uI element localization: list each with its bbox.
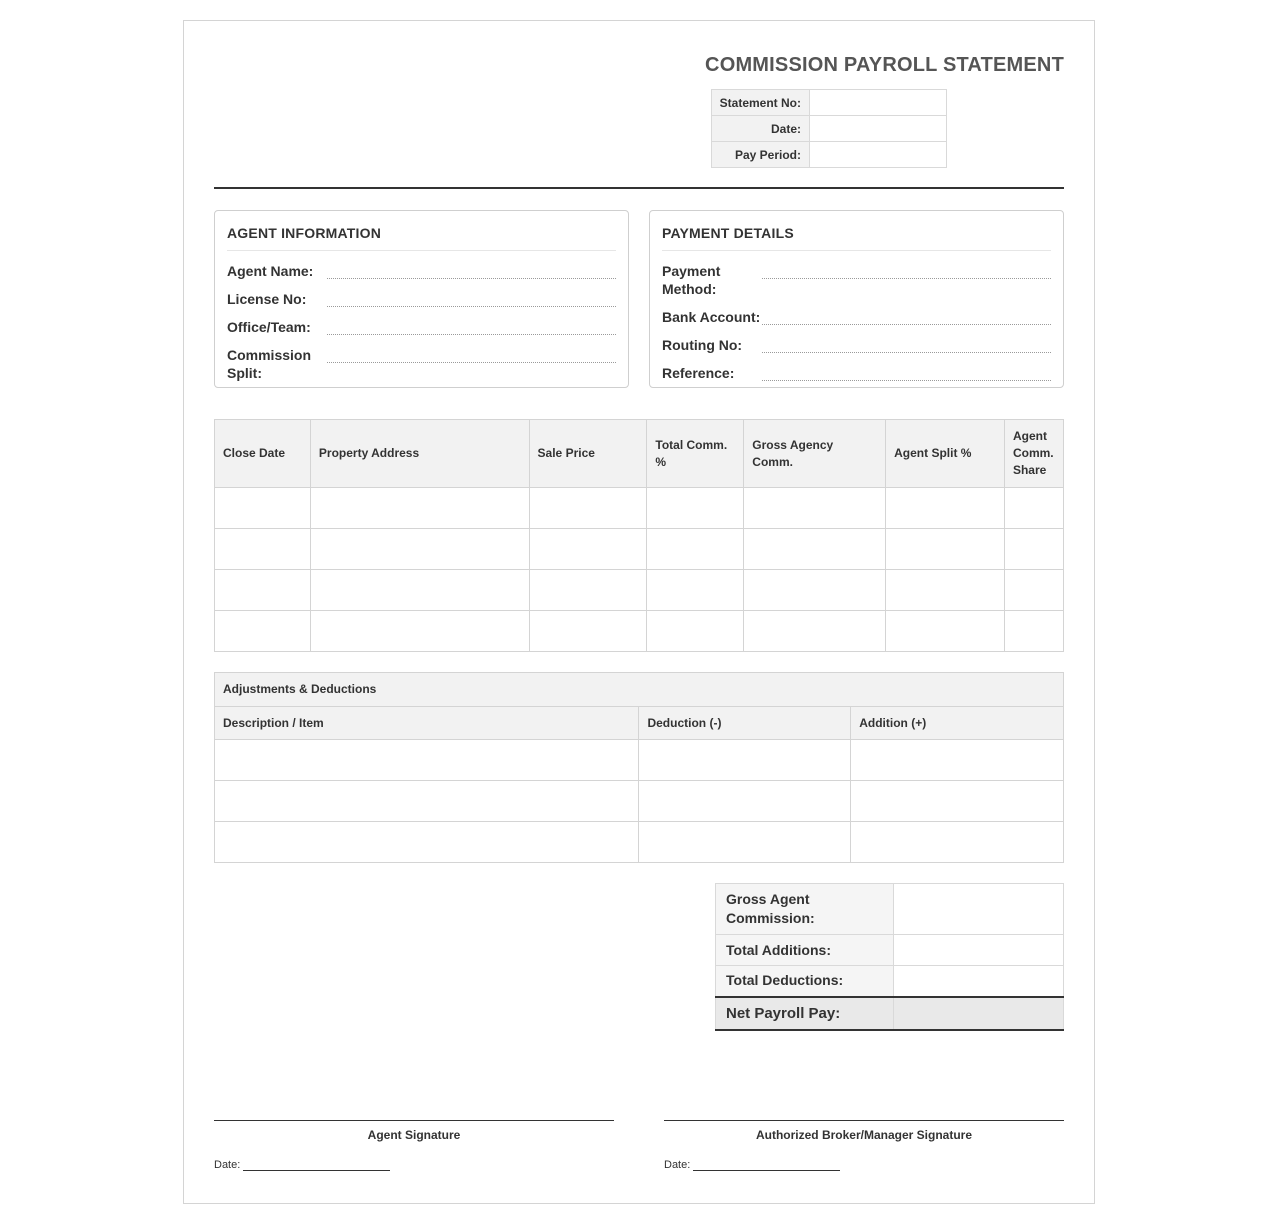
table-cell[interactable]	[529, 488, 647, 529]
statement-no-label: Statement No:	[712, 90, 810, 116]
table-cell[interactable]	[647, 570, 744, 611]
table-cell[interactable]	[851, 822, 1064, 863]
table-row	[215, 740, 1064, 781]
column-header: Close Date	[215, 420, 311, 488]
transactions-table	[214, 419, 1064, 652]
total-additions-value[interactable]	[894, 935, 1064, 966]
payment-details-title: PAYMENT DETAILS	[662, 211, 1051, 251]
reference-row	[662, 364, 1051, 382]
bank-account-label: Bank Account:	[662, 309, 761, 325]
license-no-label: License No:	[227, 291, 307, 307]
table-cell[interactable]	[886, 529, 1005, 570]
table-cell[interactable]	[639, 781, 851, 822]
table-row	[215, 570, 1064, 611]
total-deductions-row	[716, 966, 1064, 997]
total-deductions-value[interactable]	[894, 966, 1064, 997]
document-title: COMMISSION PAYROLL STATEMENT	[705, 54, 1064, 76]
column-header: Gross Agency Comm.	[744, 420, 886, 488]
routing-no-label: Routing No:	[662, 337, 743, 353]
table-cell[interactable]	[647, 611, 744, 652]
broker-date-field[interactable]	[693, 1161, 840, 1171]
agent-signature-date	[214, 1159, 614, 1171]
payment-details-box	[649, 210, 1064, 388]
table-cell[interactable]	[639, 740, 851, 781]
table-cell[interactable]	[215, 740, 639, 781]
table-cell[interactable]	[886, 570, 1005, 611]
payment-method-field[interactable]	[762, 262, 1051, 279]
agent-signature-label: Agent Signature	[367, 1128, 461, 1142]
payment-method-row	[662, 262, 1051, 298]
net-payroll-row	[716, 997, 1064, 1030]
table-row	[215, 529, 1064, 570]
column-header: Addition (+)	[851, 707, 1064, 740]
header-divider	[214, 187, 1064, 189]
column-header: Property Address	[310, 420, 529, 488]
agent-name-label: Agent Name:	[227, 263, 314, 279]
table-row	[215, 488, 1064, 529]
table-cell[interactable]	[744, 488, 886, 529]
totals-table	[715, 883, 1064, 1031]
pay-period-label: Pay Period:	[712, 142, 810, 168]
license-no-row	[227, 290, 616, 308]
meta-row	[712, 116, 947, 142]
gross-commission-label: Gross Agent Commission:	[716, 884, 894, 935]
routing-no-field[interactable]	[762, 336, 1051, 353]
office-team-label: Office/Team:	[227, 319, 311, 335]
broker-signature-line[interactable]	[664, 1120, 1064, 1121]
agent-signature-line[interactable]	[214, 1120, 614, 1121]
table-row	[215, 781, 1064, 822]
table-cell[interactable]	[215, 529, 311, 570]
table-cell[interactable]	[744, 570, 886, 611]
pay-period-value[interactable]	[810, 142, 947, 168]
commission-split-field[interactable]	[327, 346, 616, 363]
statement-meta-table	[711, 89, 947, 168]
table-cell[interactable]	[639, 822, 851, 863]
adjustments-caption: Adjustments & Deductions	[215, 673, 1064, 707]
commission-split-label: Commission Split:	[227, 347, 312, 381]
gross-commission-value[interactable]	[894, 884, 1064, 935]
total-additions-label: Total Additions:	[716, 935, 894, 966]
date-value[interactable]	[810, 116, 947, 142]
table-cell[interactable]	[1004, 529, 1063, 570]
agent-signature-block	[214, 1120, 614, 1171]
total-deductions-label: Total Deductions:	[716, 966, 894, 997]
reference-label: Reference:	[662, 365, 735, 381]
column-header: Agent Comm. Share	[1004, 420, 1063, 488]
table-cell[interactable]	[1004, 570, 1063, 611]
column-header: Description / Item	[215, 707, 639, 740]
statement-page	[183, 20, 1095, 1204]
adjustments-header-row	[215, 707, 1064, 740]
table-cell[interactable]	[851, 781, 1064, 822]
table-cell[interactable]	[215, 822, 639, 863]
date-label: Date:	[712, 116, 810, 142]
meta-row	[712, 90, 947, 116]
payment-method-label: Payment Method:	[662, 263, 721, 297]
office-team-field[interactable]	[327, 318, 616, 335]
adjustments-table	[214, 672, 1064, 863]
table-cell[interactable]	[215, 611, 311, 652]
adjustments-caption-row	[215, 673, 1064, 707]
table-cell[interactable]	[851, 740, 1064, 781]
table-cell[interactable]	[529, 570, 647, 611]
table-cell[interactable]	[647, 488, 744, 529]
bank-account-row	[662, 308, 1051, 326]
agent-name-row	[227, 262, 616, 280]
table-cell[interactable]	[310, 611, 529, 652]
column-header: Deduction (-)	[639, 707, 851, 740]
office-team-row	[227, 318, 616, 336]
table-cell[interactable]	[886, 488, 1005, 529]
net-payroll-label: Net Payroll Pay:	[716, 997, 894, 1030]
table-cell[interactable]	[744, 529, 886, 570]
table-cell[interactable]	[744, 611, 886, 652]
date-label: Date:	[214, 1159, 241, 1171]
column-header: Sale Price	[529, 420, 647, 488]
table-cell[interactable]	[215, 781, 639, 822]
agent-information-title: AGENT INFORMATION	[227, 211, 616, 251]
reference-field[interactable]	[762, 364, 1051, 381]
commission-split-row	[227, 346, 616, 382]
table-cell[interactable]	[1004, 611, 1063, 652]
meta-row	[712, 142, 947, 168]
transactions-header-row	[215, 420, 1064, 488]
bank-account-field[interactable]	[762, 308, 1051, 325]
table-cell[interactable]	[529, 611, 647, 652]
table-cell[interactable]	[647, 529, 744, 570]
table-row	[215, 822, 1064, 863]
table-cell[interactable]	[215, 570, 311, 611]
statement-no-value[interactable]	[810, 90, 947, 116]
agent-information-box	[214, 210, 629, 388]
agent-date-field[interactable]	[243, 1161, 390, 1171]
column-header: Total Comm. %	[647, 420, 744, 488]
net-payroll-value[interactable]	[894, 997, 1064, 1030]
routing-no-row	[662, 336, 1051, 354]
date-label: Date:	[664, 1159, 691, 1171]
table-cell[interactable]	[310, 488, 529, 529]
agent-name-field[interactable]	[327, 262, 616, 279]
table-cell[interactable]	[215, 488, 311, 529]
broker-signature-date	[664, 1159, 1064, 1171]
table-cell[interactable]	[886, 611, 1005, 652]
table-row	[215, 611, 1064, 652]
table-cell[interactable]	[310, 570, 529, 611]
table-cell[interactable]	[1004, 488, 1063, 529]
broker-signature-block	[664, 1120, 1064, 1171]
license-no-field[interactable]	[327, 290, 616, 307]
total-additions-row	[716, 935, 1064, 966]
table-cell[interactable]	[529, 529, 647, 570]
broker-signature-label: Authorized Broker/Manager Signature	[755, 1128, 973, 1142]
table-cell[interactable]	[310, 529, 529, 570]
column-header: Agent Split %	[886, 420, 1005, 488]
gross-commission-row	[716, 884, 1064, 935]
